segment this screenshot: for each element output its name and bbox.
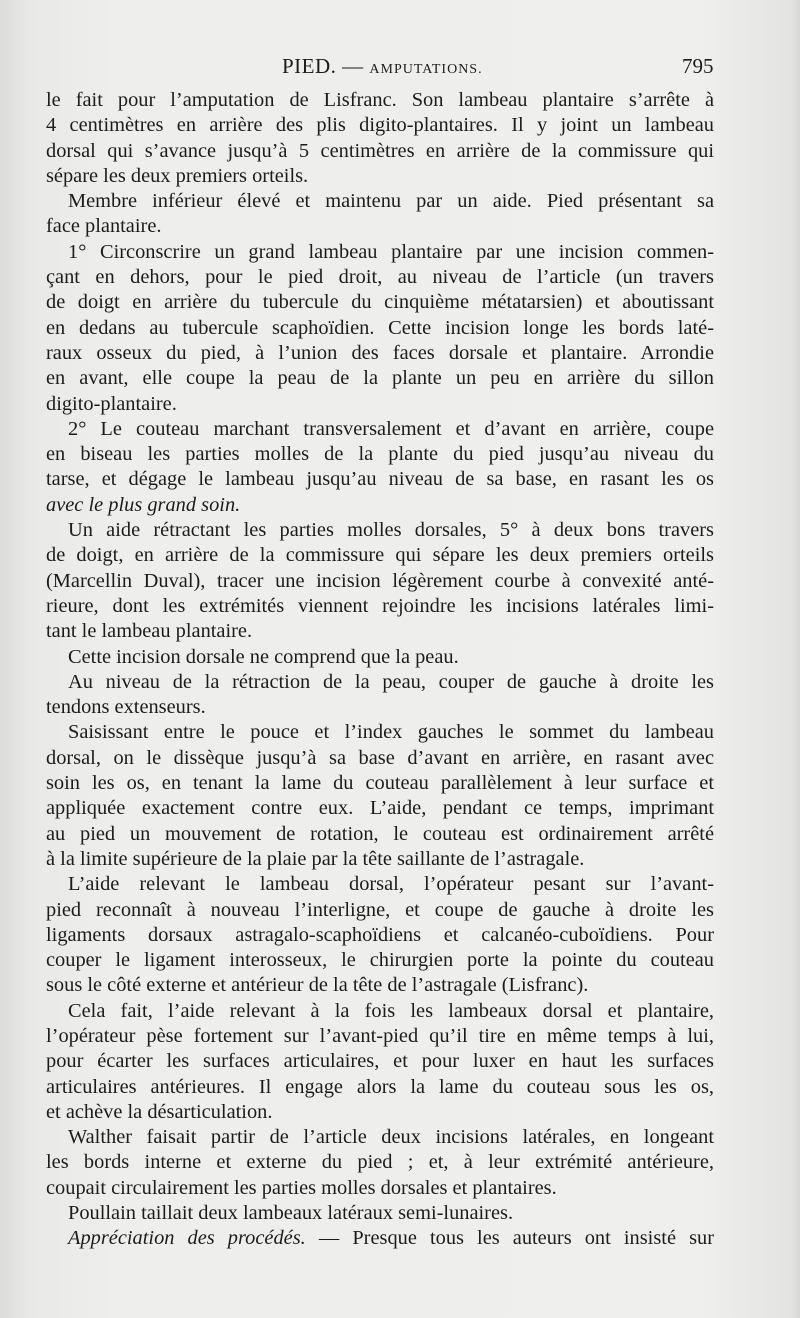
text-line: sous le côté externe et antérieur de la tête de l’astragale (Lisfranc).: [46, 974, 589, 997]
text-line: Un aide rétractant les parties molles dorsales, 5° à deux bons travers: [68, 519, 714, 542]
text-line: dorsal qui s’avance jusqu’à 5 centimètres en arrière de la commissure qui: [46, 139, 714, 162]
text-line: en avant, elle coupe la peau de la plante un peu en arrière du sillon: [46, 367, 714, 390]
text-fragment: — Presque tous les auteurs ont insisté sur: [305, 1227, 714, 1250]
text-line: appliquée exactement contre eux. L’aide, pendant ce temps, imprimant: [46, 797, 714, 820]
text-line: tendons extenseurs.: [46, 696, 206, 719]
text-line: les bords interne et externe du pied ; et, à leur extrémité antérieure,: [46, 1151, 714, 1174]
text-line: Au niveau de la rétraction de la peau, couper de gauche à droite les: [68, 670, 714, 693]
text-line: face plantaire.: [46, 215, 162, 238]
italic-phrase: avec le plus grand soin.: [46, 493, 241, 516]
running-title-main: PIED. —: [282, 54, 370, 78]
text-line: [46, 1226, 714, 1251]
italic-phrase: Appréciation des procédés.: [68, 1227, 306, 1250]
text-line: 1° Circonscrire un grand lambeau plantaire par une incision commen-: [68, 240, 714, 263]
text-line: Membre inférieur élevé et maintenu par un aide. Pied présentant sa: [68, 190, 714, 213]
text-line: et achève la désarticulation.: [46, 1100, 273, 1123]
text-line: en dedans au tubercule scaphoïdien. Cette incision longe les bords laté-: [46, 316, 714, 339]
text-line: de doigt, en arrière de la commissure qui sépare les deux premiers orteils: [46, 544, 714, 567]
text-line: Saisissant entre le pouce et l’index gauches le sommet du lambeau: [68, 721, 714, 744]
text-line: sépare les deux premiers orteils.: [46, 164, 309, 187]
text-line: tant le lambeau plantaire.: [46, 620, 253, 643]
page-number: 795: [682, 54, 714, 78]
text-line: ligaments dorsaux astragalo-scaphoïdiens et calcanéo-cuboïdiens. Pour: [46, 923, 714, 946]
page-header: [0, 54, 800, 84]
body-text: [46, 88, 714, 1252]
text-line: tarse, et dégage le lambeau jusqu’au niveau de sa base, en rasant les os: [46, 468, 714, 491]
text-line: (Marcellin Duval), tracer une incision légèrement courbe à convexité anté-: [46, 569, 714, 592]
text-line: raux osseux du pied, à l’union des faces dorsale et plantaire. Arrondie: [46, 341, 714, 364]
text-line: Poullain taillait deux lambeaux latéraux semi-lunaires.: [68, 1202, 514, 1225]
text-line: à la limite supérieure de la plaie par la tête saillante de l’astragale.: [46, 847, 585, 870]
text-line: 2° Le couteau marchant transversalement et d’avant en arrière, coupe: [68, 417, 714, 440]
text-line: l’opérateur pèse fortement sur l’avant-pied qu’il tire en même temps à lui,: [46, 1024, 714, 1047]
text-line: le fait pour l’amputation de Lisfranc. Son lambeau plantaire s’arrête à: [46, 89, 714, 111]
text-line: digito-plantaire.: [46, 392, 177, 415]
text-line: [46, 493, 714, 518]
text-line: Walther faisait partir de l’article deux incisions latérales, en longeant: [68, 1126, 714, 1149]
text-line: çant en dehors, pour le pied droit, au niveau de l’article (un travers: [46, 266, 714, 289]
text-line: dorsal, on le dissèque jusqu’à sa base d’avant en arrière, en rasant avec: [46, 746, 714, 769]
text-line: au pied un mouvement de rotation, le couteau est ordinairement arrêté: [46, 822, 714, 845]
running-title: [282, 54, 483, 79]
text-line: Cela fait, l’aide relevant à la fois les lambeaux dorsal et plantaire,: [68, 999, 714, 1022]
text-line: 4 centimètres en arrière des plis digito-plantaires. Il y joint un lambeau: [46, 114, 714, 137]
text-line: pied reconnaît à nouveau l’interligne, et coupe de gauche à droite les: [46, 898, 714, 921]
running-title-section: AMPUTATIONS.: [369, 62, 483, 77]
text-line: L’aide relevant le lambeau dorsal, l’opérateur pesant sur l’avant-: [68, 873, 714, 896]
text-line: soin les os, en tenant la lame du couteau parallèlement à leur surface et: [46, 772, 714, 795]
text-line: articulaires antérieures. Il engage alors la lame du couteau sous les os,: [46, 1075, 714, 1098]
text-line: Cette incision dorsale ne comprend que la peau.: [68, 645, 459, 668]
text-line: rieure, dont les extrémités viennent rejoindre les incisions latérales limi-: [46, 594, 714, 617]
text-line: couper le ligament interosseux, le chirurgien porte la pointe du couteau: [46, 949, 714, 972]
text-line: pour écarter les surfaces articulaires, et pour luxer en haut les surfaces: [46, 1050, 714, 1073]
text-line: de doigt en arrière du tubercule du cinquième métatarsien) et aboutissant: [46, 291, 714, 314]
text-line: en biseau les parties molles de la plante du pied jusqu’au niveau du: [46, 443, 714, 466]
text-line: coupait circulairement les parties molles dorsales et plantaires.: [46, 1176, 557, 1199]
